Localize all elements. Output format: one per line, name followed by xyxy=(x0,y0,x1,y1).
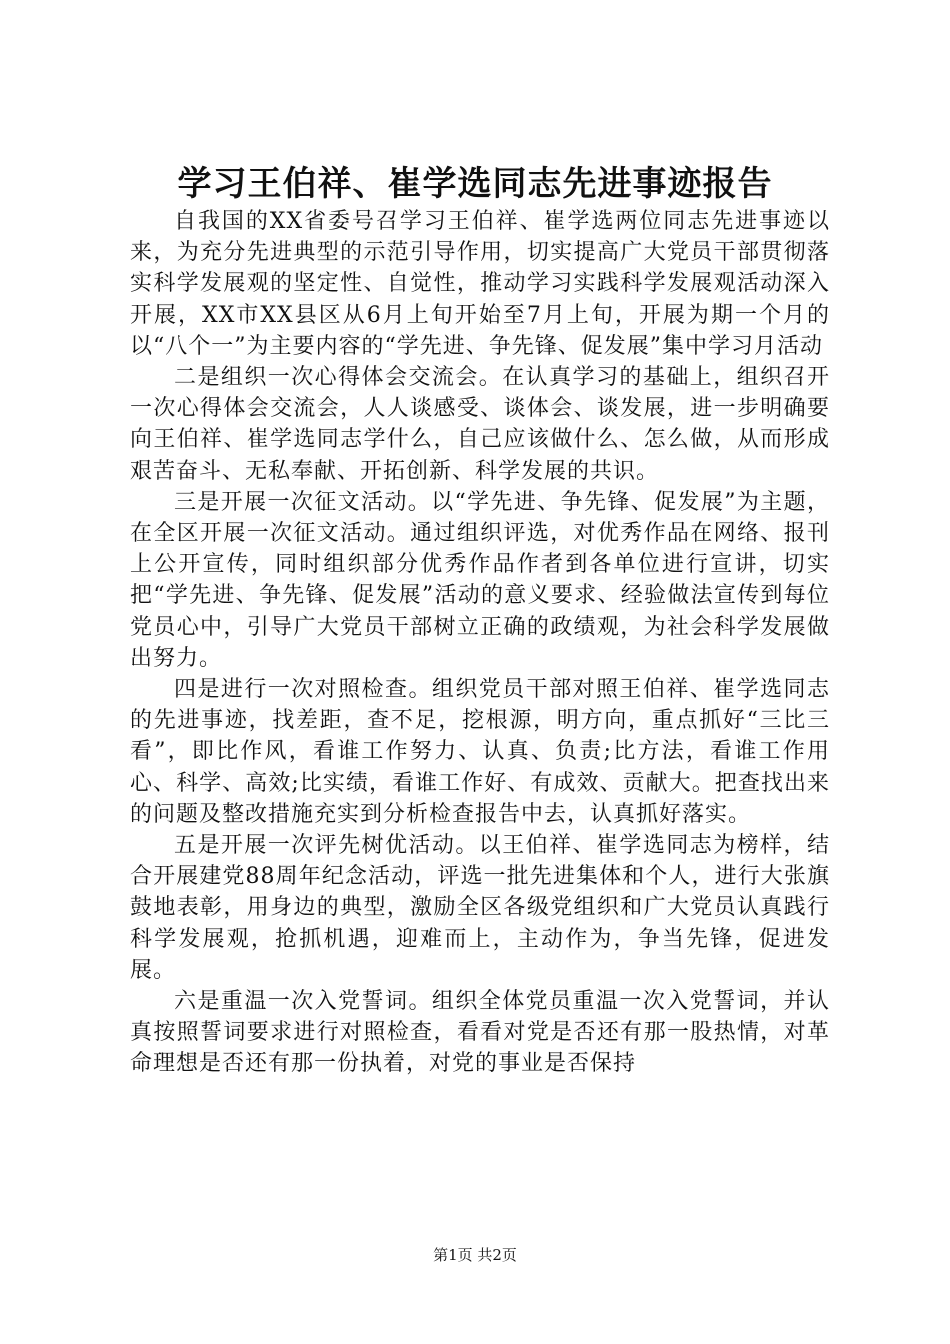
paragraph-four: 四是进行一次对照检查。组织党员干部对照王伯祥、崔学选同志的先进事迹，找差距，查不足，挖根源，明方向，重点抓好“三比三看”，即比作风，看谁工作努力、认真、负责;比方法，看谁工作用心、科学、高效;比实绩，看谁工作好、有成效、贡献大。把查找出来的问题及整改措施充实到分析检查报告中去，认真抓好落实。 xyxy=(130,677,830,827)
paragraph-two: 二是组织一次心得体会交流会。在认真学习的基础上，组织召开一次心得体会交流会，人人谈感受、谈体会、谈发展，进一步明确要向王伯祥、崔学选同志学什么，自己应该做什么、怎么做，从而形成艰苦奋斗、无私奉献、开拓创新、科学发展的共识。 xyxy=(130,365,830,484)
paragraph-five: 五是开展一次评先树优活动。以王伯祥、崔学选同志为榜样，结合开展建党88周年纪念活动，评选一批先进集体和个人，进行大张旗鼓地表彰，用身边的典型，激励全区各级党组织和广大党员认真践行科学发展观，抢抓机遇，迎难而上，主动作为，争当先锋，促进发展。 xyxy=(130,833,830,983)
paragraph-six: 六是重温一次入党誓词。组织全体党员重温一次入党誓词，并认真按照誓词要求进行对照检查，看看对党是否还有那一股热情，对革命理想是否还有那一份执着，对党的事业是否保持 xyxy=(130,989,830,1077)
paragraph-intro: 自我国的XX省委号召学习王伯祥、崔学选两位同志先进事迹以来，为充分先进典型的示范引导作用，切实提高广大党员干部贯彻落实科学发展观的坚定性、自觉性，推动学习实践科学发展观活动深入开展，XX市XX县区从6月上旬开始至7月上旬，开展为期一个月的以“八个一”为主要内容的“学先进、争先锋、促发展”集中学习月活动 xyxy=(130,209,830,359)
page-footer: 第1页 共2页 xyxy=(433,1246,517,1264)
document-body xyxy=(130,206,830,1080)
document-title: 学习王伯祥、崔学选同志先进事迹报告 xyxy=(177,164,773,204)
paragraph-three: 三是开展一次征文活动。以“学先进、争先锋、促发展”为主题，在全区开展一次征文活动。通过组织评选，对优秀作品在网络、报刊上公开宣传，同时组织部分优秀作品作者到各单位进行宣讲，切实把“学先进、争先锋、促发展”活动的意义要求、经验做法宣传到每位党员心中，引导广大党员干部树立正确的政绩观，为社会科学发展做出努力。 xyxy=(130,489,830,671)
